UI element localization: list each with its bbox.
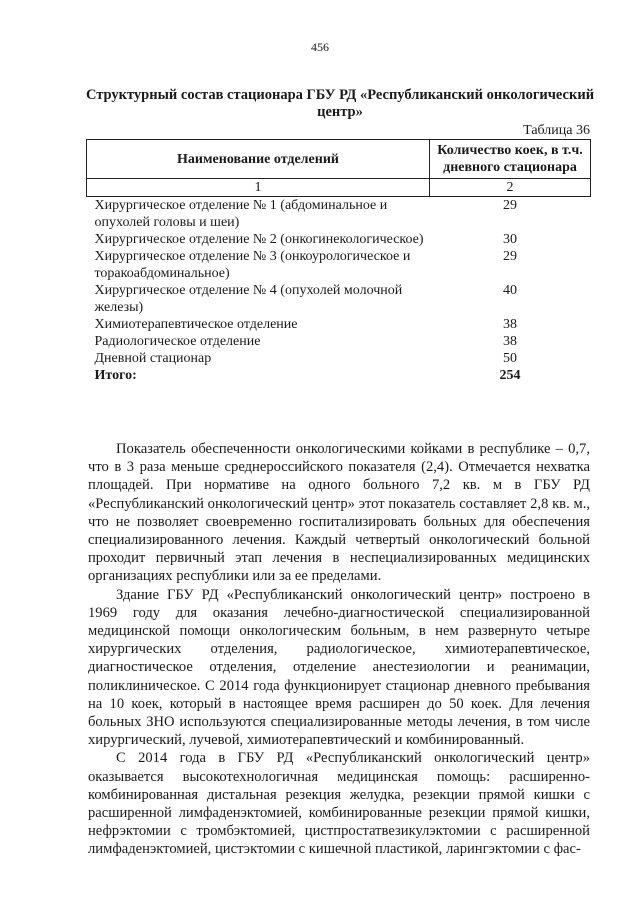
department-name: Хирургическое отделение № 2 (онкогинекологическое) xyxy=(94,232,424,247)
paragraph: Здание ГБУ РД «Республиканский онкологический центр» построено в 1969 году для оказания лечебно-диагностической специализированной медицинской помощи онкологическим больным, в нем развернуто четыре хирургических отделения, радиологическое, химиотерапевтическое, диагностическое отделения, отделение анестезиологии и реанимации, поликлиническое. С 2014 года функционирует стационар дневного пребывания на 10 коек, который в настоящее время расширен до 50 коек. Для лечения больных ЗНО используются специализированные методы лечения, в том числе хирургический, лучевой, химиотерапевтический и комбинированный. xyxy=(88,586,590,749)
table-row xyxy=(87,231,591,248)
paragraph: Показатель обеспеченности онкологическими койками в республике – 0,7, что в 3 раза меньше среднероссийского показателя (2,4). Отмечается нехватка площадей. При нормативе на одного больного 7,2 кв. м в ГБУ РД «Республиканский онкологический центр» этот показатель составляет 2,8 кв. м., что не позволяет своевременно госпитализировать больных для обеспечения специализированного лечения. Каждый четвертый онкологический больной проходит первичный этап лечения в неспециализированных медицинских организациях республики или за ее пределами. xyxy=(88,441,590,585)
department-name: Радиологическое отделение xyxy=(94,334,261,349)
total-row xyxy=(87,367,591,384)
bed-count: 50 xyxy=(503,351,517,366)
department-name: Химиотерапевтическое отделение xyxy=(94,317,298,332)
page-number: 456 xyxy=(311,40,329,54)
column-number-2: 2 xyxy=(430,179,591,197)
table-row xyxy=(87,248,591,282)
department-name: Хирургическое отделение № 4 (опухолей молочной железы) xyxy=(94,283,403,315)
bed-count: 40 xyxy=(503,283,517,298)
header-department-name: Наименование отделений xyxy=(87,140,430,179)
department-name: Хирургическое отделение № 3 (онкоурологическое и торакоабдоминальное) xyxy=(94,249,411,281)
bed-count: 29 xyxy=(503,249,517,264)
department-name: Дневной стационар xyxy=(94,351,212,366)
bed-count: 29 xyxy=(503,198,517,213)
table-row xyxy=(87,350,591,367)
bed-count: 30 xyxy=(503,232,517,247)
total-label: Итого: xyxy=(94,368,137,383)
bed-count: 38 xyxy=(503,334,517,349)
document-title: Структурный состав стационара ГБУ РД «Республиканский онкологический центр» xyxy=(85,87,595,120)
total-value: 254 xyxy=(499,368,521,383)
bed-count: 38 xyxy=(503,317,517,332)
paragraph: С 2014 года в ГБУ РД «Республиканский онкологический центр» оказывается высокотехнологичная медицинская помощь: расширенно-комбинированная дистальная резекция желудка, резекции прямой кишки с расширенной лимфаденэктомией, комбинированные резекции прямой кишки, нефрэктомии с тромбэктомией, цистпростатвезикулэктомии с расширенной лимфаденэктомией, цистэктомии с кишечной пластикой, ларингэктомии с фас- xyxy=(88,750,590,858)
table-caption: Таблица 36 xyxy=(523,123,590,138)
table-row xyxy=(87,197,591,232)
table-header-row xyxy=(87,140,591,179)
header-bed-count: Количество коек, в т.ч. дневного стационара xyxy=(430,140,591,179)
department-name: Хирургическое отделение № 1 (абдоминальное и опухолей головы и шеи) xyxy=(94,198,388,230)
table-row xyxy=(87,316,591,333)
body-text xyxy=(88,440,590,859)
column-number-row xyxy=(87,179,591,197)
table-row xyxy=(87,333,591,350)
table-row xyxy=(87,282,591,316)
beds-table xyxy=(86,139,591,384)
column-number-1: 1 xyxy=(87,179,430,197)
